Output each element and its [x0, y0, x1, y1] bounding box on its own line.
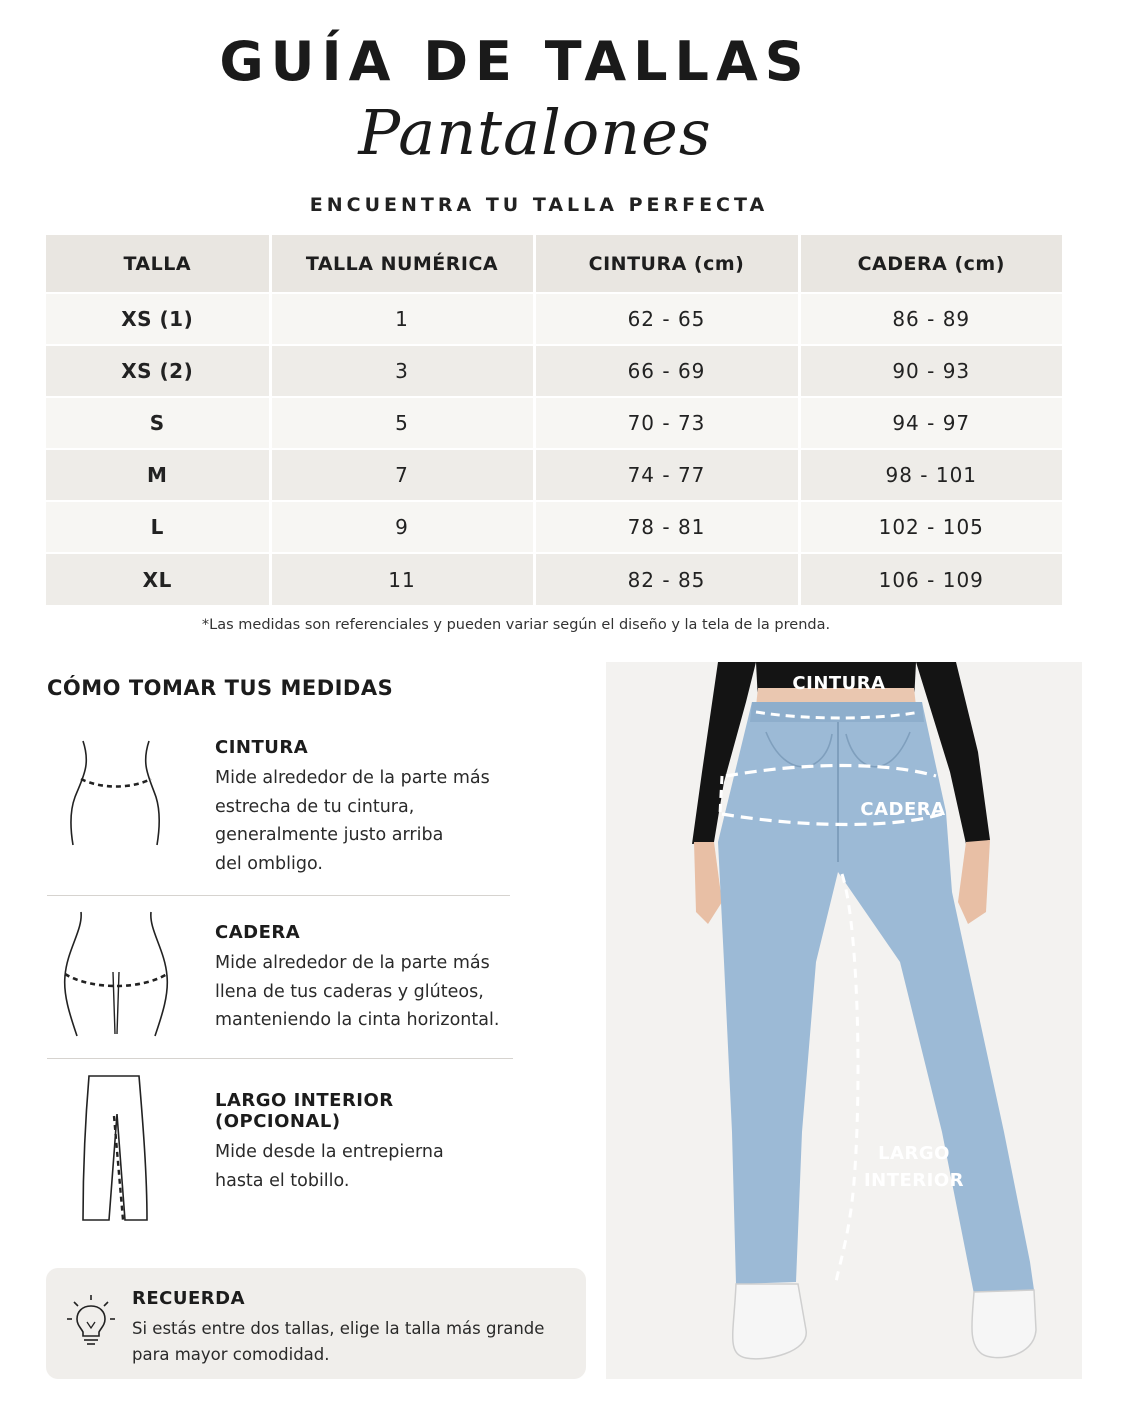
cell-talla: XS (2) — [46, 345, 270, 397]
cell-talla: S — [46, 397, 270, 449]
cell-cadera: 98 - 101 — [799, 449, 1062, 501]
jeans-illustration — [606, 662, 1082, 1379]
tip-text: Si estás entre dos tallas, elige la talla más grande para mayor comodidad. — [132, 1319, 545, 1364]
photo-label-cadera: CADERA — [860, 799, 946, 820]
tagline: ENCUENTRA TU TALLA PERFECTA — [309, 194, 769, 216]
lightbulb-icon — [66, 1294, 116, 1350]
cell-talla-numerica: 5 — [270, 397, 534, 449]
photo-label-interior: INTERIOR — [863, 1170, 965, 1191]
size-table — [46, 235, 1062, 605]
column-header-cadera: CADERA (cm) — [799, 235, 1062, 293]
tip-box — [46, 1268, 586, 1379]
cell-cintura: 62 - 65 — [534, 293, 799, 345]
step-cintura — [47, 737, 513, 887]
cell-talla-numerica: 3 — [270, 345, 534, 397]
table-row — [46, 501, 1062, 553]
hip-outline-icon — [61, 910, 171, 1044]
cell-cintura: 70 - 73 — [534, 397, 799, 449]
cell-talla: L — [46, 501, 270, 553]
cell-talla: XS (1) — [46, 293, 270, 345]
cell-cintura: 74 - 77 — [534, 449, 799, 501]
script-subtitle: Pantalones — [358, 96, 712, 169]
column-header-cintura: CINTURA (cm) — [534, 235, 799, 293]
cell-cadera: 106 - 109 — [799, 553, 1062, 605]
cell-cintura: 82 - 85 — [534, 553, 799, 605]
divider — [47, 895, 510, 896]
step-description: Mide desde la entrepierna hasta el tobillo. — [215, 1142, 444, 1191]
cell-talla: M — [46, 449, 270, 501]
cell-cintura: 66 - 69 — [534, 345, 799, 397]
cell-talla-numerica: 11 — [270, 553, 534, 605]
column-header-talla-numerica: TALLA NUMÉRICA — [270, 235, 534, 293]
waist-outline-icon — [61, 737, 161, 853]
table-row — [46, 449, 1062, 501]
step-heading: LARGO INTERIOR (OPCIONAL) — [215, 1090, 394, 1132]
cell-cintura: 78 - 81 — [534, 501, 799, 553]
step-description: Mide alrededor de la parte más estrecha de tu cintura, generalmente justo arriba del ombligo. — [215, 768, 490, 874]
cell-talla-numerica: 7 — [270, 449, 534, 501]
step-largo-interior — [47, 1074, 513, 1224]
table-row — [46, 553, 1062, 605]
step-cadera — [47, 910, 513, 1050]
jeans-model-photo — [606, 662, 1082, 1379]
cell-cadera: 94 - 97 — [799, 397, 1062, 449]
step-description: Mide alrededor de la parte más llena de tus caderas y glúteos, manteniendo la cinta horizontal. — [215, 953, 500, 1030]
step-heading: CINTURA — [215, 737, 309, 758]
table-row — [46, 345, 1062, 397]
size-table-header — [46, 235, 1062, 293]
table-footnote: *Las medidas son referenciales y pueden variar según el diseño y la tela de la prenda. — [201, 617, 831, 633]
cell-cadera: 102 - 105 — [799, 501, 1062, 553]
page-title: GUÍA DE TALLAS — [219, 30, 811, 93]
column-header-talla: TALLA — [46, 235, 270, 293]
tip-heading: RECUERDA — [132, 1288, 246, 1309]
divider — [47, 1058, 513, 1059]
cell-talla-numerica: 1 — [270, 293, 534, 345]
how-to-title: CÓMO TOMAR TUS MEDIDAS — [47, 676, 394, 700]
photo-label-cintura: CINTURA — [792, 673, 886, 694]
step-heading: CADERA — [215, 922, 301, 943]
pants-leg-outline-icon — [77, 1074, 157, 1228]
cell-talla: XL — [46, 553, 270, 605]
cell-talla-numerica: 9 — [270, 501, 534, 553]
cell-cadera: 90 - 93 — [799, 345, 1062, 397]
table-row — [46, 293, 1062, 345]
cell-cadera: 86 - 89 — [799, 293, 1062, 345]
photo-label-largo: LARGO — [878, 1143, 950, 1164]
table-row — [46, 397, 1062, 449]
